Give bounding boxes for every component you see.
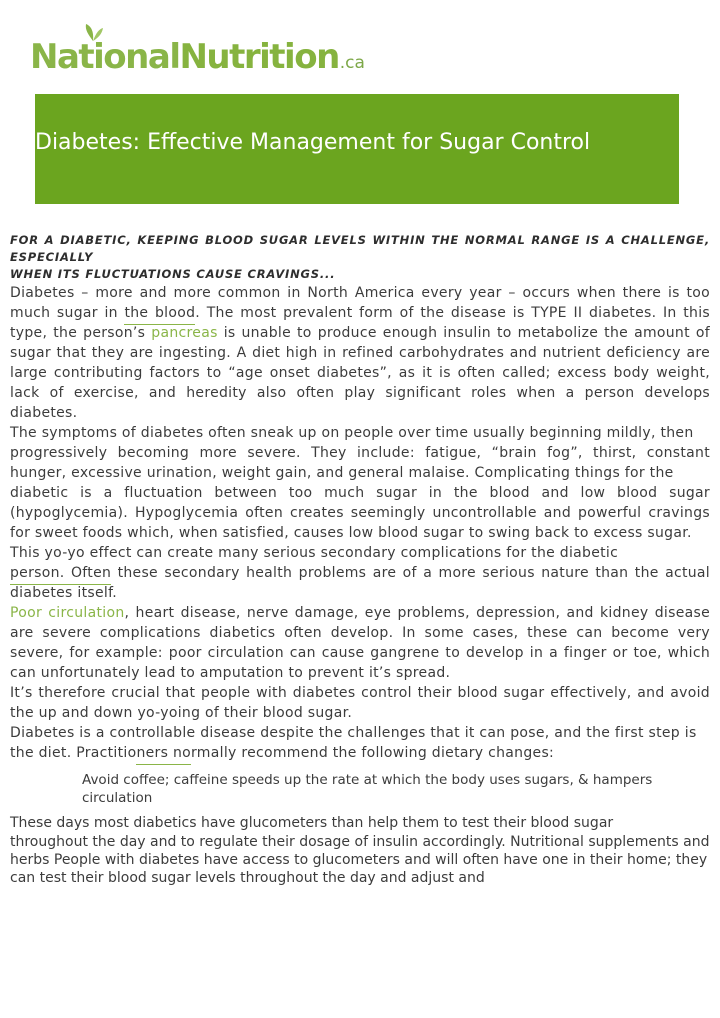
paragraph-2-line-2: progressively becoming more severe. They include: fatigue, “brain fog”, thirst, constant hunger, excessive urination, weight gain, and general malaise. Complicating things for the [10,445,710,481]
paragraph-5: It’s therefore crucial that people with diabetes control their blood sugar effectively, and avoid the up and down yo-yoing of their blood sugar. [10,685,710,721]
paragraph-7-line-1: These days most diabetics have glucometers than help them to test their blood sugar [10,815,614,831]
paragraph-2-line-3: diabetic is a fluctuation between too much sugar in the blood and low blood sugar (hypoglycemia). Hypoglycemia often creates seemingly uncontrollable and powerful cravings for sweet foods which, when satisfied, causes low blood sugar to swing back to excess sugar. [10,485,710,541]
paragraph-4 [10,603,710,683]
paragraph-3-text: these secondary health problems are of a more serious nature than the actual diabetes itself. [10,565,710,601]
paragraph-7-line-2: throughout the day and to regulate their dosage of insulin accordingly. Nutritional supplements and herbs People with diabetes have access to glucometers and will often have one in their home; they can test their blood sugar levels throughout the day and adjust and [10,834,710,886]
link-pancreas[interactable]: pancreas [151,325,218,341]
paragraph-6-text-a: the diet. Practitio [10,745,137,761]
paragraph-6-text-b: rmally recommend the following dietary changes: [191,745,555,761]
link-person-often[interactable]: person. Often [10,565,112,581]
paragraph-4-text: , heart disease, nerve damage, eye problems, depression, and kidney disease are severe complications diabetics often develop. In some cases, these can become very severe, for example: poor circulation can cause gangrene to develop in a finger or toe, which can unfortunately lead to amputation to prevent it’s spread. [10,605,710,681]
paragraph-2-line-1: The symptoms of diabetes often sneak up on people over time usually beginning mildly, then [10,425,694,441]
page-title: Diabetes: Effective Management for Sugar Control [35,130,591,155]
intro-line-1: FOR A DIABETIC, KEEPING BLOOD SUGAR LEVELS WITHIN THE NORMAL RANGE IS A CHALLENGE, ESPECIALLY [10,233,710,264]
paragraph-1-text-b: . The most prevalent form of the disease is TYPE II diabetes. In this type, the person’s [10,305,710,341]
logo-suffix: .ca [339,53,365,73]
site-logo[interactable] [30,24,365,77]
leaf-icon [82,22,104,42]
link-practitioners[interactable]: ners no [136,745,191,761]
list-item [62,771,710,807]
logo-word-national: National [30,37,180,77]
link-the-blood[interactable]: the blood [124,305,196,321]
logo-wordmark [30,37,365,77]
paragraph-1-text-c: is unable to produce enough insulin to metabolize the amount of sugar that they are ingesting. A diet high in refined carbohydrates and nutrient deficiency are large contributing factors to “age onset diabetes”, as it is often called; excess body weight, lack of exercise, and heredity also often play significant roles when a person develops diabetes. [10,325,711,421]
bullet-icon [62,771,82,807]
title-banner [35,94,679,204]
article-body [10,232,710,887]
list-item-text: Avoid coffee; caffeine speeds up the rate at which the body uses sugars, & hampers circulation [82,772,653,806]
link-poor-circulation[interactable]: Poor circulation [10,605,125,621]
paragraph-6 [10,743,710,763]
paragraph-3 [10,563,710,603]
paragraph-3-line-1: This yo-yo effect can create many serious secondary complications for the diabetic [10,545,619,561]
logo-word-nutrition: Nutrition [179,37,339,77]
paragraph-1-text-a: Diabetes – more and more common in North America every year – occurs when there is too much sugar in [10,285,710,321]
paragraph-6-line-1: Diabetes is a controllable disease despite the challenges that it can pose, and the first step is [10,725,697,741]
intro-line-2: WHEN ITS FLUCTUATIONS CAUSE CRAVINGS... [10,267,336,281]
paragraph-1 [10,283,710,423]
